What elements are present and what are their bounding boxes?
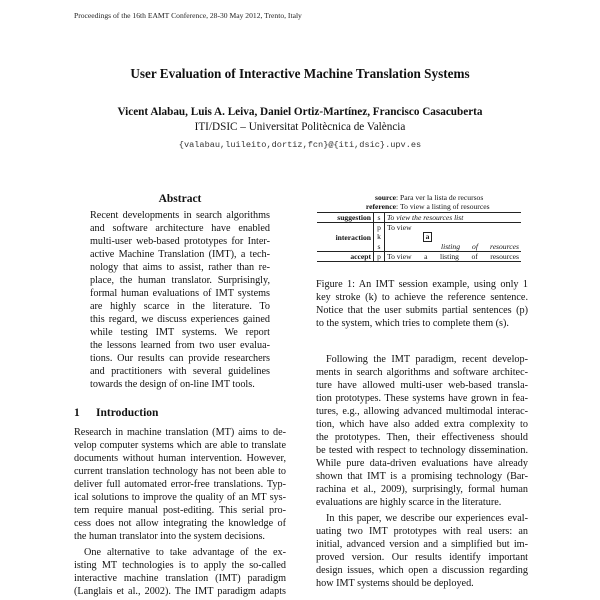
body-line: shown that IMT is a promising technology (Bar- — [316, 471, 528, 482]
accept-word: of — [471, 252, 478, 261]
interaction-label: interaction — [317, 223, 374, 252]
abstract-line: the lessons learned from two user evalua- — [90, 340, 270, 351]
body-line: the human translator into the system decisions. — [74, 531, 265, 542]
section-heading-introduction — [74, 407, 158, 419]
body-line: initial, advanced version and a simplified but im- — [316, 539, 528, 550]
body-line: be tested with respect to technology dissemination. — [316, 445, 528, 456]
suggestion-text: To view the resources list — [385, 213, 522, 223]
body-line: uating two IMT prototypes with real users: an — [316, 526, 528, 537]
body-line: evaluations are highly scarce in the literature. — [316, 497, 502, 508]
reference-key: reference — [365, 202, 396, 211]
suggestion-label: suggestion — [317, 213, 374, 223]
paper-title: User Evaluation of Interactive Machine Translation Systems — [130, 66, 470, 81]
body-line: ture have allowed multi-user web-based transla- — [316, 380, 528, 391]
section-number: 1 — [74, 407, 80, 419]
author-list: Vicent Alabau, Luis A. Leiva, Daniel Ortiz-Martínez, Francisco Casacuberta — [117, 106, 483, 118]
flag-p: p — [374, 223, 385, 233]
abstract-line: nology that aims to assist, rather than re- — [90, 262, 270, 273]
body-line: interactive machine translation (IMT) paradigm — [74, 573, 286, 584]
figure-caption-line: Figure 1: An IMT session example, using only 1 — [316, 279, 528, 290]
body-line: In this paper, we describe our experiences eval- — [326, 513, 528, 524]
abstract-heading: Abstract — [158, 193, 202, 205]
body-line: the prototypes. Then, their effectiveness should — [316, 432, 528, 443]
accept-row — [317, 252, 521, 262]
body-line: isting MT technologies is to apply the so-called — [74, 560, 286, 571]
abstract-line: are highly scarce in the literature. To — [90, 301, 270, 312]
abstract-line: Recent developments in search algorithms — [90, 210, 270, 221]
body-line: While pure data-driven evaluations have already — [316, 458, 528, 469]
body-line: current translation technology has not been able to — [74, 466, 286, 477]
keystroke-box: a — [423, 232, 432, 242]
body-line: deliver full automated error-free translations. Typ- — [74, 479, 286, 490]
abstract-line: while testing IMT systems. We report — [90, 327, 270, 338]
body-line: proved version. Our results identify important — [316, 552, 528, 563]
interaction-p-text: To view — [385, 223, 522, 233]
author-emails: {valabau,luileito,dortiz,fcn}@{iti,dsic}.upv.es — [178, 140, 422, 150]
affiliation: ITI/DSIC – Universitat Politècnica de València — [194, 121, 406, 133]
completion-word: resources — [490, 242, 519, 251]
abstract-line: formal human evaluations of IMT systems — [90, 288, 270, 299]
abstract-line: active Machine Translation (IMT), a tech- — [90, 249, 270, 260]
body-line: tures, e.g., allowing advanced multimodal interac- — [316, 406, 528, 417]
body-line: design issues, which open a discussion regarding — [316, 565, 528, 576]
abstract-line: tions. Our results can provide researchers — [90, 353, 270, 364]
flag-s: s — [374, 213, 385, 223]
body-line: velop computer systems which are able to translate — [74, 440, 286, 451]
abstract-line: towards the design of on-line IMT tools. — [90, 379, 255, 390]
imt-session-table — [317, 212, 521, 262]
body-line: (Langlais et al., 2002). The IMT paradigm adapts — [74, 586, 286, 597]
accept-word: a — [424, 252, 428, 261]
body-line: Research in machine translation (MT) aims to de- — [74, 427, 286, 438]
interaction-row-p — [317, 223, 521, 233]
body-line: rachina et al., 2009), surprisingly, formal human — [316, 484, 528, 495]
flag-k: k — [374, 232, 385, 242]
body-line: ments in search algorithms and software architec- — [316, 367, 528, 378]
completion-word: listing — [441, 242, 460, 251]
body-line: tion, which have also added extra complexity to — [316, 419, 528, 430]
body-line: cess does not allow integrating the knowledge of — [74, 518, 286, 529]
section-title: Introduction — [96, 407, 159, 419]
figure-caption-line: key stroke (k) to achieve the reference sentence. — [316, 292, 528, 303]
figure-caption-line: to the system, which tries to complete them (s). — [316, 318, 509, 329]
abstract-line: and software architecture have enabled — [90, 223, 270, 234]
figure-reference-row: reference: To view a listing of resources — [346, 202, 490, 211]
body-line: how IMT systems should be deployed. — [316, 578, 474, 589]
body-line: One alternative to take advantage of the ex- — [84, 547, 286, 558]
source-key: source — [375, 193, 396, 202]
figure-source-row: source: Para ver la lista de recursos — [346, 193, 483, 202]
body-line: tem require manual post-editing. This serial pro- — [74, 505, 286, 516]
abstract-line: this regard, we discuss experiences gained — [90, 314, 270, 325]
abstract-line: place, the human translator. Surprisingly, — [90, 275, 270, 286]
reference-text: To view a listing of resources — [400, 202, 490, 211]
body-line: tion prototypes. These systems have grown in fea- — [316, 393, 528, 404]
figure-caption-line: Notice that the user submits partial sentences (p) — [316, 305, 528, 316]
suggestion-row — [317, 213, 521, 223]
abstract-line: and practitioners with several guidelines — [90, 366, 270, 377]
accept-word: listing — [439, 252, 459, 261]
body-line: ical solutions to improve the quality of an MT sys- — [74, 492, 286, 503]
source-text: Para ver la lista de recursos — [400, 193, 484, 202]
body-line: documents without human intervention. However, — [74, 453, 286, 464]
flag-s: s — [374, 242, 385, 252]
body-line: Following the IMT paradigm, recent develop- — [326, 354, 528, 365]
proceedings-header: Proceedings of the 16th EAMT Conference, 28-30 May 2012, Trento, Italy — [74, 11, 302, 20]
accept-label: accept — [317, 252, 374, 262]
accept-word: To view — [387, 252, 412, 261]
flag-p: p — [374, 252, 385, 262]
completion-word: of — [472, 242, 478, 251]
abstract-line: multi-user web-based prototypes for Inter- — [90, 236, 270, 247]
accept-word: resources — [490, 252, 519, 261]
